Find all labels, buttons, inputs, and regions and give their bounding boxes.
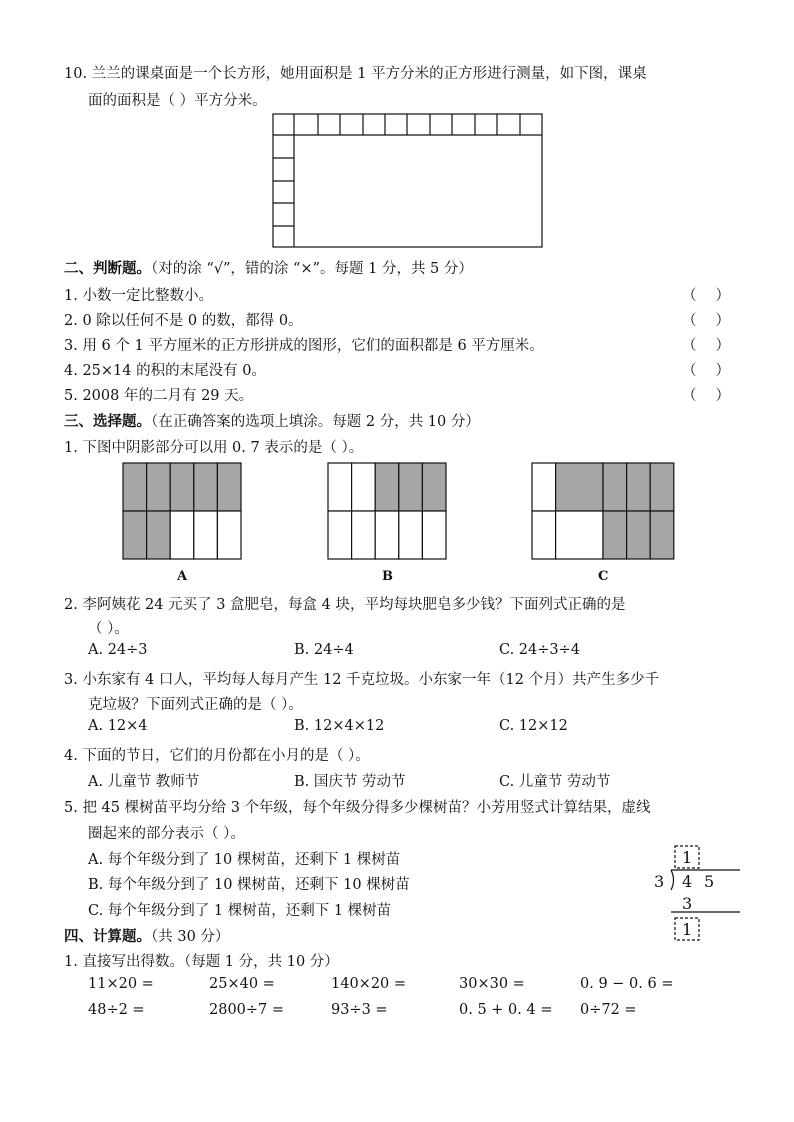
section4-heading: 四、计算题。	[64, 928, 151, 945]
q10-line2: 面的面积是（ ）平方分米。	[88, 93, 267, 109]
calc-item-10: 0÷72 =	[580, 1002, 637, 1018]
division-dividend-tens: 4	[682, 872, 693, 891]
choice-q5-line2: 圈起来的部分表示（ ）。	[88, 826, 245, 842]
long-division-figure	[652, 842, 742, 942]
choice-q2-option-b[interactable]: B. 24÷4	[294, 642, 354, 658]
choice-q5-option-c[interactable]: C. 每个年级分到了 1 棵树苗，还剩下 1 棵树苗	[88, 903, 392, 919]
choice-q2-option-c[interactable]: C. 24÷3÷4	[499, 642, 580, 658]
choice-q3-line1: 3. 小东家有 4 口人，平均每人每月产生 12 千克垃圾。小东家一年（12 个月）共产生多少千	[64, 672, 660, 688]
section2-heading: 二、判断题。	[64, 260, 151, 277]
calc-item-6: 48÷2 =	[88, 1002, 145, 1018]
choice-q5-option-a[interactable]: A. 每个年级分到了 10 棵树苗，还剩下 1 棵树苗	[88, 852, 401, 868]
calc-item-4: 30×30 =	[459, 976, 525, 992]
division-quotient: 1	[682, 848, 693, 867]
figure-option-b	[327, 462, 447, 562]
choice-q5-option-b[interactable]: B. 每个年级分到了 10 棵树苗，还剩下 10 棵树苗	[88, 877, 410, 893]
judge-item-2: 2. 0 除以任何不是 0 的数，都得 0。	[64, 313, 303, 329]
division-remainder: 1	[682, 920, 693, 939]
figure-option-c	[531, 462, 677, 562]
choice-q4-option-b[interactable]: B. 国庆节 劳动节	[294, 774, 406, 790]
calc-item-9: 0. 5 + 0. 4 =	[459, 1002, 553, 1018]
judge-item-3: 3. 用 6 个 1 平方厘米的正方形拼成的图形，它们的面积都是 6 平方厘米。	[64, 338, 544, 354]
choice-q4: 4. 下面的节日，它们的月份都在小月的是（ ）。	[64, 748, 370, 764]
section3-heading: 三、选择题。	[64, 413, 151, 430]
judge-answer-1[interactable]: （ ）	[682, 288, 730, 304]
section2-note: （对的涂 “√”，错的涂 “×”。每题 1 分，共 5 分）	[151, 261, 473, 277]
figure-option-a	[122, 462, 242, 562]
calc-item-1: 11×20 =	[88, 976, 154, 992]
judge-answer-2[interactable]: （ ）	[682, 313, 730, 329]
calc-item-2: 25×40 =	[209, 976, 275, 992]
choice-q3-option-c[interactable]: C. 12×12	[499, 718, 568, 734]
judge-answer-5[interactable]: （ ）	[682, 388, 730, 404]
choice-q3-option-b[interactable]: B. 12×4×12	[294, 718, 385, 734]
figure-label-b[interactable]: B	[382, 569, 393, 584]
choice-q2-option-a[interactable]: A. 24÷3	[88, 642, 148, 658]
section2-title	[64, 257, 473, 278]
judge-item-4: 4. 25×14 的积的末尾没有 0。	[64, 363, 266, 379]
division-product: 3	[682, 894, 693, 913]
division-dividend-ones: 5	[704, 872, 715, 891]
q10-line1: 10. 兰兰的课桌面是一个长方形，她用面积是 1 平方分米的正方形进行测量，如下图，课桌	[64, 66, 647, 82]
section3-title	[64, 410, 480, 431]
calc-item-7: 2800÷7 =	[209, 1002, 285, 1018]
figure-label-a[interactable]: A	[177, 569, 188, 584]
judge-item-5: 5. 2008 年的二月有 29 天。	[64, 388, 254, 404]
section4-note: （共 30 分）	[151, 929, 230, 945]
desk-grid-figure	[272, 113, 544, 249]
figure-label-c[interactable]: C	[598, 569, 609, 584]
choice-q4-option-a[interactable]: A. 儿童节 教师节	[88, 774, 200, 790]
calc-item-5: 0. 9 − 0. 6 =	[580, 976, 674, 992]
calc-q1: 1. 直接写出得数。（每题 1 分，共 10 分）	[64, 954, 339, 970]
judge-answer-3[interactable]: （ ）	[682, 338, 730, 354]
choice-q5-line1: 5. 把 45 棵树苗平均分给 3 个年级，每个年级分得多少棵树苗？小芳用竖式计算结果，虚线	[64, 800, 651, 816]
section4-title	[64, 925, 229, 946]
calc-item-3: 140×20 =	[331, 976, 407, 992]
calc-item-8: 93÷3 =	[331, 1002, 388, 1018]
judge-answer-4[interactable]: （ ）	[682, 363, 730, 379]
choice-q2-line2: （ ）。	[88, 621, 129, 637]
section3-note: （在正确答案的选项上填涂。每题 2 分，共 10 分）	[151, 414, 480, 430]
judge-item-1: 1. 小数一定比整数小。	[64, 288, 213, 304]
choice-q3-line2: 克垃圾？下面列式正确的是（ ）。	[88, 697, 303, 713]
choice-q2-line1: 2. 李阿姨花 24 元买了 3 盒肥皂，每盒 4 块，平均每块肥皂多少钱？下面列式正确的是	[64, 597, 626, 613]
choice-q4-option-c[interactable]: C. 儿童节 劳动节	[499, 774, 611, 790]
choice-q1: 1. 下图中阴影部分可以用 0. 7 表示的是（ ）。	[64, 440, 364, 456]
choice-q3-option-a[interactable]: A. 12×4	[88, 718, 148, 734]
division-divisor: 3	[654, 872, 665, 891]
